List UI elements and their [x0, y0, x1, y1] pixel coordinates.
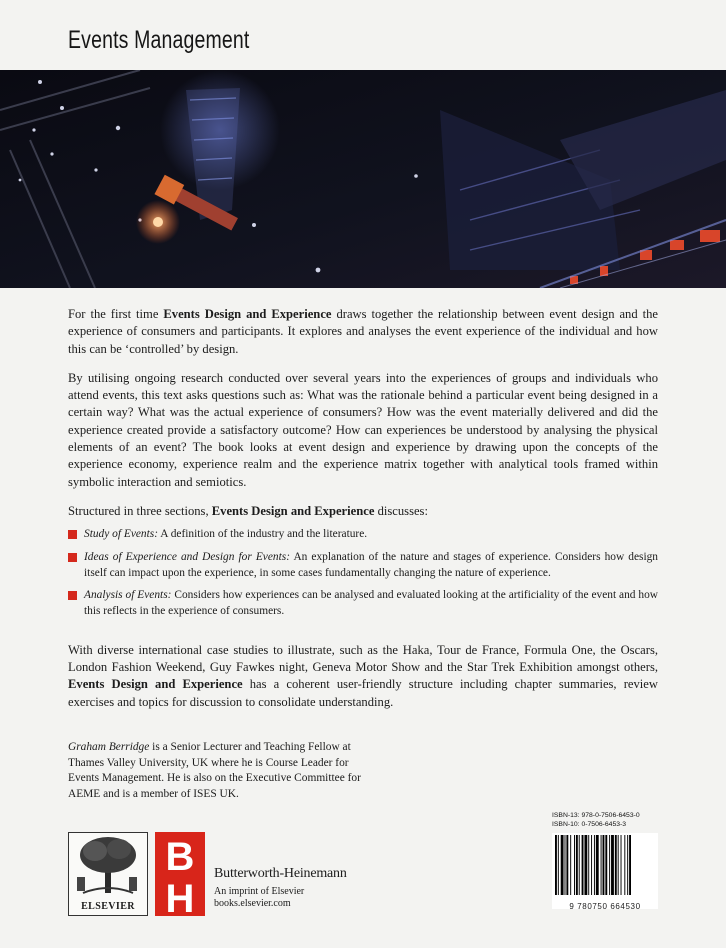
barcode-bar [594, 835, 595, 895]
author-bio: Graham Berridge is a Senior Lecturer and Teaching Fellow at Thames Valley University, UK where he is Course Leader for Events Management. He is also on the Executive Committee for AEME and is a member of ISES UK. [68, 741, 361, 800]
barcode-bar [584, 835, 587, 895]
red-square-bullet-icon [68, 591, 77, 600]
publisher-website: books.elsevier.com [214, 898, 291, 909]
barcode-bar [570, 835, 571, 895]
list-item: Ideas of Experience and Design for Events: An explanation of the nature and stages of experience. Considers how design itself can impact upon the experience, in some cases fundamentally changing the nature of experience. [68, 549, 658, 582]
barcode-bar [609, 835, 610, 895]
bh-letter-b: B [165, 835, 195, 879]
book-title-emphasis: Events Design and Experience [211, 503, 375, 518]
research-paragraph: By utilising ongoing research conducted over several years into the experiences of groups and individuals who attend events, this text asks questions such as: What was the rationale behind a particular event being designed in a certain way? What was the actual experience of consumers? How was the event materially delivered and did the experience created provide a satisfactory outcome? How can experiences be understood by analysing the physical elements of an event? The book looks at event design and experience by drawing upon the concepts of the experience economy, experience realm and the experience matrix together with analytical tools framed within symbolic interaction and semiotics. [68, 370, 658, 489]
barcode-bar [591, 835, 592, 895]
closing-paragraph: With diverse international case studies to illustrate, such as the Haka, Tour de France, Formula One, the Oscars, London Fashion Weekend, Guy Fawkes night, Geneva Motor Show and the Star Trek Exhibition amongst others, Events Design and Experience has a coherent user-friendly structure including chapter summaries, review exercises and topics for discussion to consolidate understanding. [68, 642, 658, 709]
bh-letters-icon [155, 832, 205, 916]
isbn-10: ISBN-10: 0-7506-6453-3 [552, 820, 627, 828]
barcode [552, 833, 658, 909]
elsevier-logo [68, 832, 148, 916]
publisher-info [214, 866, 347, 910]
barcode-bar [601, 835, 602, 895]
barcode-bar [621, 835, 622, 895]
bh-letter-h: H [165, 877, 195, 916]
barcode-bar [627, 835, 628, 895]
barcode-bar [574, 835, 575, 895]
butterworth-heinemann-logo [155, 832, 205, 916]
barcode-bar [618, 835, 619, 895]
barcode-icon [552, 833, 658, 899]
list-item: Analysis of Events: Considers how experiences can be analysed and evaluated looking at the artificiality of the event and how this reflects in the experience of consumers. [68, 587, 658, 620]
barcode-bar [629, 835, 631, 895]
barcode-bar [611, 835, 614, 895]
intro-paragraph: For the first time Events Design and Experience draws together the relationship between event design and the experience of consumers and participants. It explores and analyses the event experience of the individual and how this can be ‘controlled’ by design. [68, 307, 658, 356]
barcode-bar [605, 835, 607, 895]
back-cover-description [68, 306, 658, 723]
barcode-bar [624, 835, 625, 895]
barcode-bar [555, 835, 557, 895]
imprint-line: An imprint of Elsevier [214, 886, 305, 897]
section-list [68, 526, 658, 619]
author-name: Graham Berridge [68, 741, 150, 753]
isbn-13: ISBN-13: 978-0-7506-6453-0 [552, 812, 640, 819]
elsevier-tree-icon [69, 833, 147, 899]
barcode-digits: 9 780750 664530 [569, 902, 641, 911]
series-title: Events Management [68, 26, 250, 54]
barcode-bar [603, 835, 605, 895]
barcode-bar [596, 835, 599, 895]
venue-ceiling-lights-photo [0, 70, 726, 288]
list-item: Study of Events: A definition of the industry and the literature. [68, 526, 658, 542]
structure-paragraph: Structured in three sections, Events Design and Experience discusses: [68, 503, 428, 518]
red-square-bullet-icon [68, 553, 77, 562]
cover-photo [0, 70, 726, 288]
barcode-bar [558, 835, 559, 895]
barcode-bar [576, 835, 578, 895]
barcode-bar [588, 835, 589, 895]
barcode-bar [579, 835, 580, 895]
barcode-bar [566, 835, 568, 895]
barcode-bar [561, 835, 564, 895]
isbn-block [552, 812, 658, 909]
red-square-bullet-icon [68, 530, 77, 539]
elsevier-wordmark: ELSEVIER [81, 901, 135, 912]
barcode-bar [615, 835, 617, 895]
book-title-emphasis: Events Design and Experience [68, 677, 243, 692]
book-title-emphasis: Events Design and Experience [163, 307, 332, 321]
barcode-bar [582, 835, 584, 895]
publisher-name: Butterworth-Heinemann [214, 866, 347, 881]
barcode-bar [565, 835, 566, 895]
